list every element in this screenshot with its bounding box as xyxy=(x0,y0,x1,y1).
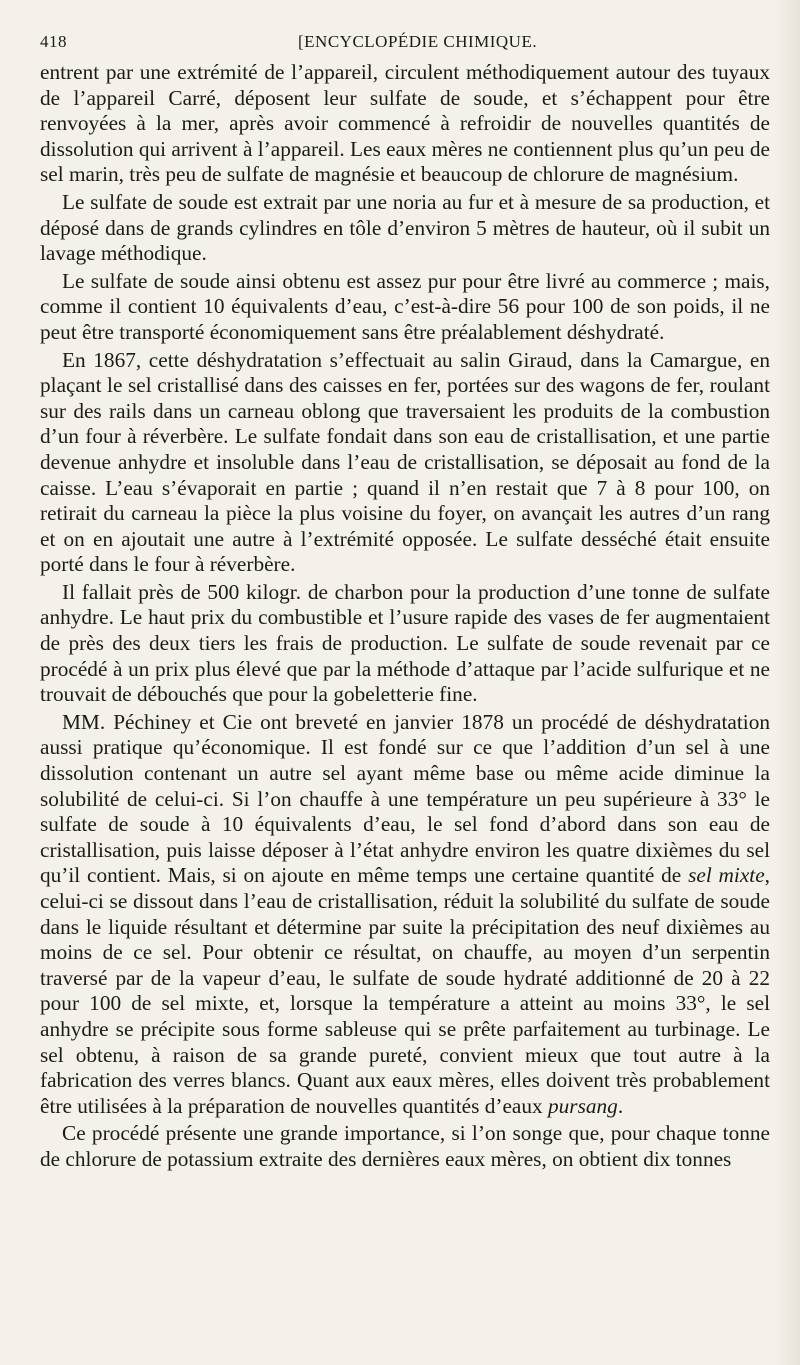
running-head: [ENCYCLOPÉDIE CHIMIQUE. xyxy=(298,32,538,51)
paragraph-coal-cost: Il fallait près de 500 kilogr. de charbon pour la production d’une tonne de sulfate anhydre. Le haut prix du combustible et l’usure rapide des vases de fer augmentaient de près des deux tiers les frais de production. Le sulfate de soude revenait par ce procédé à un prix plus élevé que par la méthode d’attaque par l’acide sulfurique et ne trouvait de débouchés que pour la gobeletterie fine. xyxy=(40,579,770,707)
paragraph-1867-process: En 1867, cette déshydratation s’effectuait au salin Giraud, dans la Camargue, en plaçant le sel cristallisé dans des caisses en fer, portées sur des wagons de fer, roulant sur des rails dans un carneau oblong que traversaient les produits de la combustion d’un four à réverbère. Le sulfate fondait dans son eau de cristallisation, et une partie devenue anhydre et insoluble dans l’eau de cristallisation, se déposait au fond de la caisse. L’eau s’évaporait en partie ; quand il n’en restait que 7 à 8 pour 100, on retirait du carneau la pièce la plus voisine du foyer, on avançait les autres d’un rang et on en ajoutait une autre à l’extrémité opposée. Le sulfate desséché était ensuite porté dans le four à réverbère. xyxy=(40,347,770,577)
facing-page-bleed xyxy=(774,0,800,1365)
pechiney-text-end: . xyxy=(617,1093,624,1118)
pursang-term: pursang xyxy=(547,1093,618,1118)
pechiney-text-part-1: MM. Péchiney et Cie ont breveté en janvier 1878 un procédé de déshydratation aussi pratique qu’économique. Il est fondé sur ce que l’addition d’un sel à une dissolution contenant un autre sel ayant même base ou même acide diminue la solubilité de celui-ci. Si l’on chauffe à une température un peu supérieure à 33° le sulfate de soude à 10 équivalents d’eau, le sel fond d’abord dans son eau de cristallisation, puis laisse déposer à l’état anhydre environ les quatre dixièmes du sel qu’il contient. Mais, si on ajoute en même temps une certaine quantité de xyxy=(40,709,770,888)
paragraph-pechiney-patent xyxy=(40,710,770,1120)
paragraph-dehydration-need: Le sulfate de soude ainsi obtenu est assez pur pour être livré au commerce ; mais, comme il contient 10 équivalents d’eau, c’est-à-dire 56 pour 100 de son poids, il ne peut être transporté économiquement sans être préalablement déshydraté. xyxy=(40,268,770,344)
paragraph-continuation: entrent par une extrémité de l’appareil, circulent méthodiquement autour des tuyaux de l’appareil Carré, déposent leur sulfate de soude, et s’échappent pour être renvoyées à la mer, après avoir commencé à refroidir de nouvelles quantités de dissolution qui arrivent à l’appareil. Les eaux mères ne contiennent plus qu’un peu de sel marin, très peu de sulfate de magnésie et beaucoup de chlorure de magnésium. xyxy=(40,60,770,187)
paragraph-noria: Le sulfate de soude est extrait par une noria au fur et à mesure de sa production, et déposé dans de grands cylindres en tôle d’environ 5 mètres de hauteur, où il subit un lavage méthodique. xyxy=(40,189,770,266)
paragraph-importance: Ce procédé présente une grande importance, si l’on songe que, pour chaque tonne de chlorure de potassium extraite des dernières eaux mères, on obtient dix tonnes xyxy=(40,1121,770,1171)
page-number: 418 xyxy=(40,32,67,51)
pechiney-text-part-2: , celui-ci se dissout dans l’eau de cristallisation, réduit la solubilité du sulfate de soude dans le liquide résultant et détermine par suite la précipitation des neuf dixièmes au moins de ce sel. Pour obtenir ce résultat, on chauffe, au moyen d’un serpentin traversé par de la vapeur d’eau, le sulfate de soude hydraté additionné de 20 à 22 pour 100 de sel mixte, et, lorsque la température a atteint au moins 33°, le sel anhydre se précipite sous forme sableuse qui se prête parfaitement au turbinage. Le sel obtenu, à raison de sa grande pureté, convient mieux que tout autre à la fabrication des verres blancs. Quant aux eaux mères, elles doivent très probablement être utilisées à la préparation de nouvelles quantités d’eaux xyxy=(40,863,770,1118)
sel-mixte-term: sel mixte xyxy=(688,863,765,888)
page-body xyxy=(40,60,770,1173)
page-header xyxy=(40,32,770,60)
